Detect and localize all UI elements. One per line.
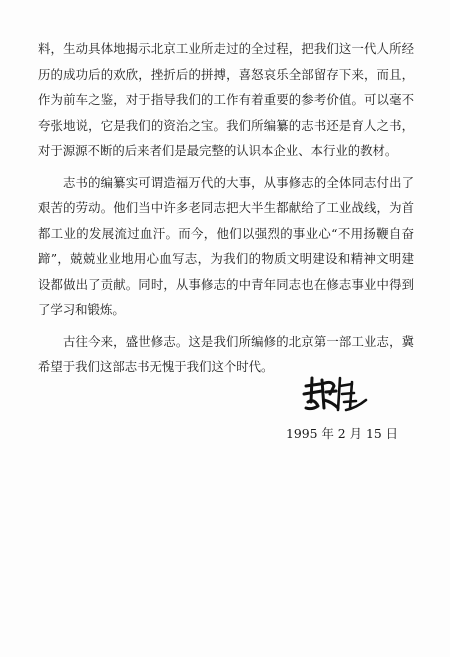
preface-body bbox=[38, 36, 414, 386]
paragraph-continuation: 料，生动具体地揭示北京工业所走过的全过程，把我们这一代人所经历的成功后的欢欣，挫折后的拼搏，喜怒哀乐全部留存下来，而且，作为前车之鉴，对于指导我们的工作有着重要的参考价值。可以毫不夸张地说，它是我们的资治之宝。我们所编纂的志书还是育人之书，对于源源不断的后来者们是最完整的认识本企业、本行业的教材。 bbox=[38, 41, 414, 158]
paragraph-closing: 古往今来，盛世修志。这是我们所编修的北京第一部工业志，冀希望于我们这部志书无愧于我们这个时代。 bbox=[38, 333, 414, 374]
date: 1995 年 2 月 15 日 bbox=[286, 426, 399, 441]
paragraph-compilers: 志书的编纂实可谓造福万代的大事，从事修志的全体同志付出了艰苦的劳动。他们当中许多老同志把大半生都献给了工业战线，为首都工业的发展流过血汗。而今，他们以强烈的事业心“不用扬鞭自奋蹄”，兢兢业业地用心血写志，为我们的物质文明建设和精神文明建设都做出了贡献。同时，从事修志的中青年同志也在修志事业中得到了学习和锻炼。 bbox=[38, 174, 414, 317]
handwritten-signature bbox=[300, 372, 370, 416]
